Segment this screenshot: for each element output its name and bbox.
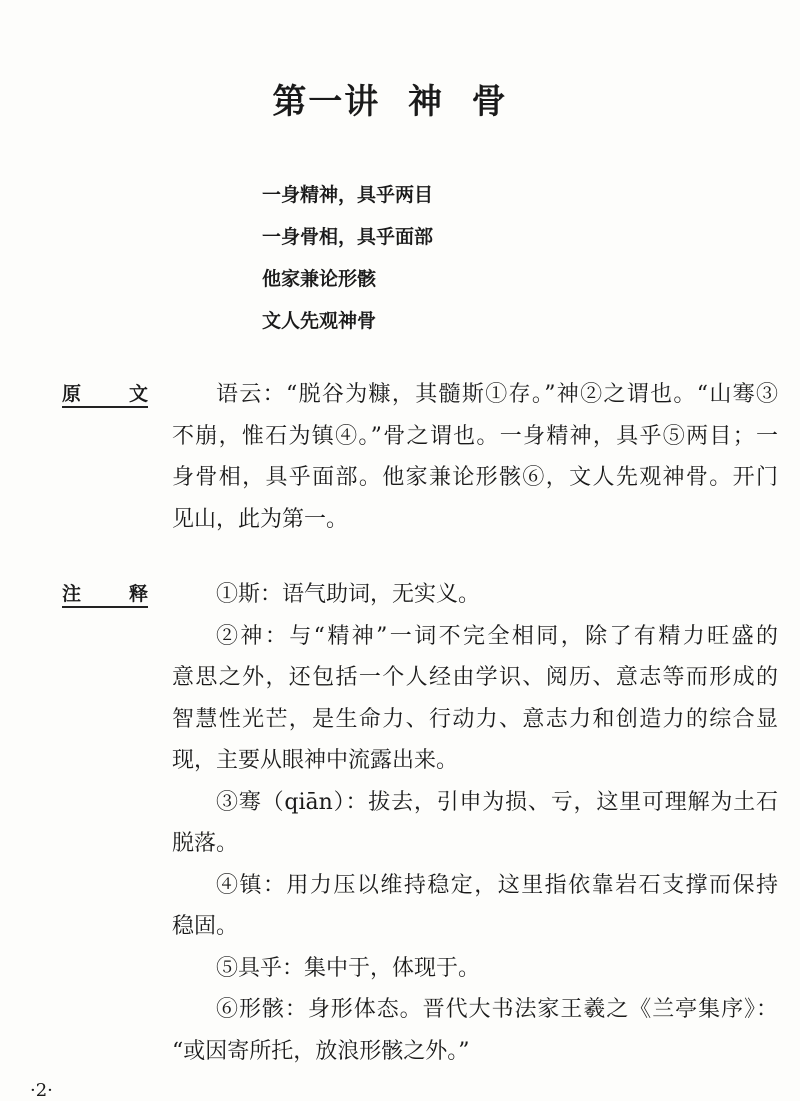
label-char: 原: [62, 383, 82, 405]
poem-line: 他家兼论形骸: [262, 268, 377, 290]
poem-line: 一身骨相，具乎面部: [262, 226, 434, 248]
note-line: 意思之外，还包括一个人经由学识、阅历、意志等而形成的: [172, 665, 778, 690]
label-char: 注: [62, 583, 82, 605]
text-line: 见山，此为第一。: [172, 506, 349, 532]
page-number: ·2·: [30, 1080, 53, 1101]
note-line: 智慧性光芒，是生命力、行动力、意志力和创造力的综合显: [172, 706, 778, 732]
text-line: 不崩，惟石为镇④。”骨之谓也。一身精神，具乎⑤两目；一: [172, 423, 778, 449]
text-line: 语云：“脱谷为糠，其髓斯①存。”神②之谓也。“山骞③: [216, 382, 778, 407]
text-line: 身骨相，具乎面部。他家兼论形骸⑥，文人先观神骨。开门: [172, 465, 778, 490]
note-line: ①斯：语气助词，无实义。: [216, 582, 481, 607]
note-line: ⑥形骸：身形体态。晋代大书法家王羲之《兰亭集序》：: [216, 997, 778, 1022]
note-line: ④镇：用力压以维持稳定，这里指依靠岩石支撑而保持: [216, 872, 778, 898]
label-char: 文: [128, 383, 148, 405]
original-text: [172, 380, 778, 546]
original-text-label: [62, 382, 148, 408]
poem-line: 一身精神，具乎两目: [262, 184, 434, 206]
chapter-title: 第一讲 神 骨: [272, 82, 508, 122]
epigraph-poem: [262, 180, 433, 348]
label-char: 释: [128, 583, 148, 605]
note-line: “或因寄所托，放浪形骸之外。”: [172, 1038, 470, 1064]
note-line: 稳固。: [172, 914, 239, 939]
note-line: 脱落。: [172, 831, 239, 856]
note-line: ③骞（qiān）：拔去，引申为损、亏，这里可理解为土石: [216, 789, 778, 815]
notes-label: [62, 582, 148, 608]
note-line: 现，主要从眼神中流露出来。: [172, 748, 459, 773]
note-line: ②神：与“精神”一词不完全相同，除了有精力旺盛的: [216, 623, 778, 649]
poem-line: 文人先观神骨: [262, 310, 377, 332]
notes: [172, 580, 778, 1078]
note-line: ⑤具乎：集中于，体现于。: [216, 955, 481, 981]
